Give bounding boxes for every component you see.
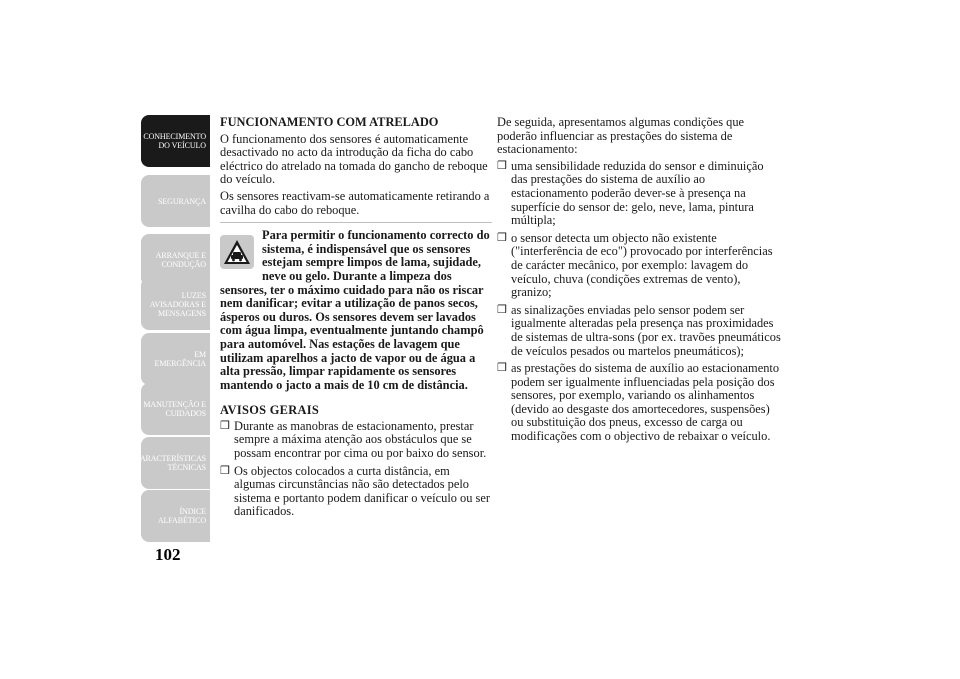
list-item-text: uma sensibilidade reduzida do sensor e diminuição das prestações do sistema de auxílio ao estacionamento poderão dever-se à presença na superfície do sensor de: gelo, neve, lama, pintura múltipla; <box>511 158 764 228</box>
checkbox-bullet-icon: ❒ <box>497 231 507 244</box>
tab-label: ÍNDICE ALFABÉTICO <box>157 507 206 525</box>
list-item <box>497 232 782 300</box>
tab-label: ARRANQUE E CONDUÇÃO <box>155 251 206 269</box>
tab-label: LUZES AVISADORAS E MENSAGENS <box>149 290 206 318</box>
warning-box <box>220 229 492 392</box>
tab-label: MANUTENÇÃO E CUIDADOS <box>143 400 206 418</box>
tab-seguranca[interactable] <box>141 175 210 227</box>
list-item-text: o sensor detecta um objecto não existente ("interferência de eco") provocado por interferências de carácter mecânico, por exemplo: lavagem do veículo, chuva (condições extremas de vento), granizo; <box>511 230 773 300</box>
list-item <box>497 304 782 358</box>
tab-label: EM EMERGÊNCIA <box>154 350 206 368</box>
car-wash-warning-icon <box>220 235 254 269</box>
paragraph: O funcionamento dos sensores é automaticamente desactivado no acto da introdução da ficha do cabo eléctrico do atrelado na tomada do gancho de reboque do veículo. <box>220 131 488 187</box>
warning-text: Para permitir o funcionamento correcto do sistema, é indispensável que os sensores estejam sempre limpos de lama, sujidade, neve ou gelo. Durante a limpeza dos sensores, ter o máximo cuidado para não os riscar nem danificar; evitar a utilização de panos secos, ásperos ou duros. Os sensores devem ser lavados com água limpa, eventualmente juntando champô para automóvel. Nas estações de lavagem que utilizam aparelhos a jacto de vapor ou de água a alta pressão, limpar rapidamente os sensores mantendo o jacto a mais de 10 cm de distância. <box>220 228 490 392</box>
list-item-text: as prestações do sistema de auxílio ao estacionamento podem ser igualmente influenciadas pela posição dos sensores, por exemplo, variando os alinhamentos (devido ao desgaste dos amortecedores, suspensões) ou substituição dos pneus, excesso de carga ou modificações com o objectivo de rebaixar o veículo. <box>511 361 780 444</box>
tab-em-emergencia[interactable] <box>141 333 210 385</box>
checkbox-bullet-icon: ❒ <box>220 464 230 477</box>
list-item-text: Durante as manobras de estacionamento, prestar sempre a máxima atenção aos obstáculos que se possam encontrar por cima ou por baixo do sensor. <box>234 418 487 461</box>
tab-label: SEGURANÇA <box>158 196 206 206</box>
tab-label: CONHECIMENTO DO VEÍCULO <box>143 132 206 150</box>
general-warnings-heading: AVISOS GERAIS <box>220 403 320 418</box>
tab-caracteristicas-tecnicas[interactable] <box>134 437 210 489</box>
list-item-text: as sinalizações enviadas pelo sensor podem ser igualmente alteradas pela presença nas proximidades de sistemas de ultra-sons (por ex. travões pneumáticos de veículos pesados ou martelos pneumáticos); <box>511 302 781 358</box>
tab-indice-alfabetico[interactable] <box>141 490 210 542</box>
right-column <box>497 116 782 448</box>
section-heading: FUNCIONAMENTO COM ATRELADO <box>220 115 439 129</box>
checkbox-bullet-icon: ❒ <box>220 419 230 432</box>
list-item <box>497 160 782 228</box>
left-column <box>220 116 492 523</box>
list-item <box>220 420 492 461</box>
checkbox-bullet-icon: ❒ <box>497 362 507 375</box>
tab-label: CARACTERÍSTICAS TÉCNICAS <box>134 454 206 472</box>
list-item <box>497 362 782 444</box>
list-item <box>220 465 492 519</box>
checkbox-bullet-icon: ❒ <box>497 159 507 172</box>
paragraph: Os sensores reactivam-se automaticamente retirando a cavilha do cabo do reboque. <box>220 188 490 217</box>
divider <box>220 222 492 223</box>
tab-conhecimento-do-veiculo[interactable] <box>141 115 210 167</box>
paragraph: De seguida, apresentamos algumas condições que poderão influenciar as prestações do sistema de estacionamento: <box>497 115 745 157</box>
tab-luzes-avisadoras[interactable] <box>141 278 210 330</box>
checkbox-bullet-icon: ❒ <box>497 303 507 316</box>
tab-manutencao-e-cuidados[interactable] <box>141 383 210 435</box>
list-item-text: Os objectos colocados a curta distância, em algumas circunstâncias não são detectados pelo sistema e portanto podem danificar o veículo ou ser danificados. <box>234 463 490 519</box>
page-number: 102 <box>155 545 181 564</box>
